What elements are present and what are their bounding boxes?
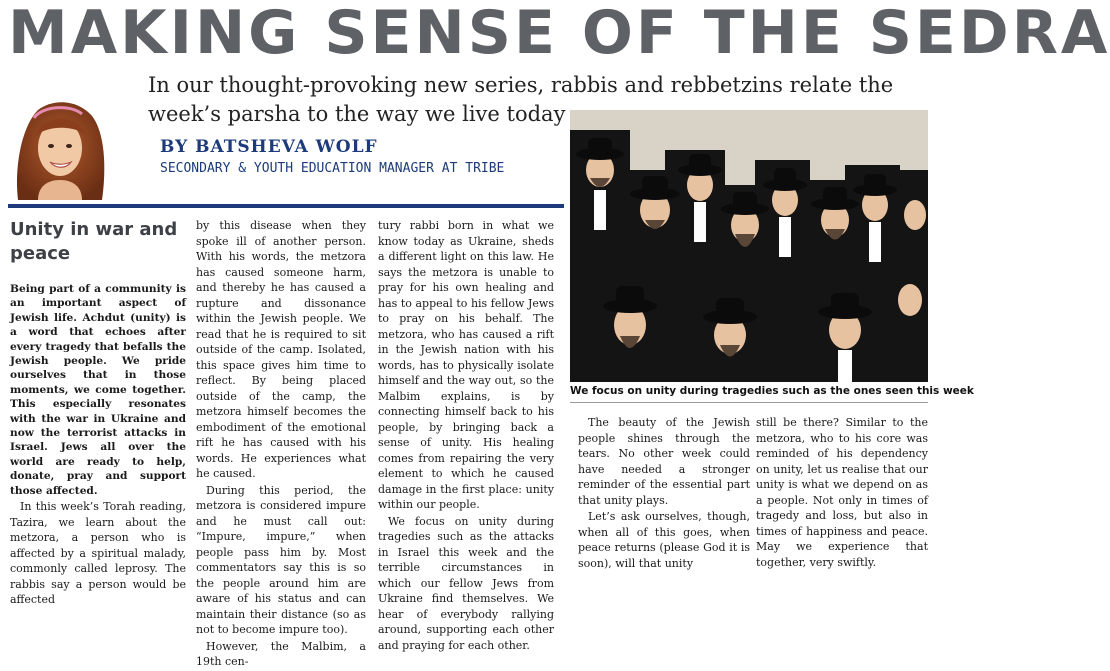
author-photo (8, 96, 112, 200)
article-paragraph: We focus on unity during tragedies such as the attacks in Israel this week and the terrible circumstances in which our fellow Jews from Ukraine find themselves. We hear of everybody rallying around, supporting each other and praying for each other. (378, 514, 554, 652)
byline-role: SECONDARY & YOUTH EDUCATION MANAGER AT TRIBE (160, 161, 505, 176)
caption-divider (570, 402, 928, 403)
article-column-4 (578, 415, 750, 572)
article-paragraph: The beauty of the Jewish people shines through the tears. No other week could have needed a stronger reminder of the essential part that unity plays. (578, 416, 750, 507)
crowd-photo (570, 110, 928, 382)
article-paragraph: Let’s ask ourselves, though, when all of this goes, when peace returns (please God it is soon), will that unity (578, 510, 750, 570)
section-divider (8, 204, 564, 208)
article-column-1 (10, 218, 186, 609)
strapline: In our thought-provoking new series, rabbis and rebbetzins relate the week’s parsha to the way we live today (148, 73, 894, 126)
article-paragraph: During this period, the metzora is considered impure and he must call out: “Impure, impure,” when people pass him by. Most commentators say this is so the people around him are aware of his status and can maintain their distance (so as not to become impure too). (196, 483, 366, 636)
section-title: Unity in war and peace (10, 219, 178, 264)
article-paragraph: by this disease when they spoke ill of another person. With his words, the metzora has caused someone harm, and thereby he has caused a rupture and dissonance within the Jewish people. We read that he is required to sit outside of the camp. Isolated, this space gives him time to reflect. By being placed outside of the camp, the metzora himself becomes the embodiment of the emotional rift he has caused with his words. He experiences what he caused. (196, 219, 366, 480)
byline: BY BATSHEVA WOLF (160, 137, 378, 157)
article-paragraph: However, the Malbim, a 19th cen- (196, 639, 366, 668)
page-headline: MAKING SENSE OF THE SEDRA (8, 0, 1110, 68)
article-column-2 (196, 218, 366, 671)
photo-caption: We focus on unity during tragedies such as the ones seen this week (570, 385, 974, 397)
article-lede: Being part of a community is an important aspect of Jewish life. Achdut (unity) is a word that echoes after every tragedy that befalls the Jewish people. We pride ourselves that in those moments, we come together. This especially resonates with the war in Ukraine and now the terrorist attacks in Israel. Jews all over the world are ready to help, donate, pray and support those affected. (10, 283, 186, 497)
article-column-5 (756, 415, 928, 571)
article-paragraph: still be there? Similar to the metzora, who to his core was reminded of his dependency on unity, let us realise that our unity is what we depend on as a people. Not only in times of tragedy and loss, but also in times of happiness and peace. May we experience that together, very swiftly. (756, 416, 928, 569)
article-paragraph: tury rabbi born in what we know today as Ukraine, sheds a different light on this law. He says the metzora is unable to pray for his own healing and has to appeal to his fellow Jews to pray on his behalf. The metzora, who has caused a rift in the Jewish nation with his words, has to physically isolate himself and the way out, so the Malbim explains, is by connecting himself back to his people, by bringing back a sense of unity. His healing comes from repairing the very element to which he caused damage in the first place: unity within our people. (378, 219, 554, 511)
article-column-3 (378, 218, 554, 654)
article-paragraph: In this week’s Torah reading, Tazira, we learn about the metzora, a person who is affected by a spiritual malady, commonly called leprosy. The rabbis say a person would be affected (10, 500, 186, 607)
